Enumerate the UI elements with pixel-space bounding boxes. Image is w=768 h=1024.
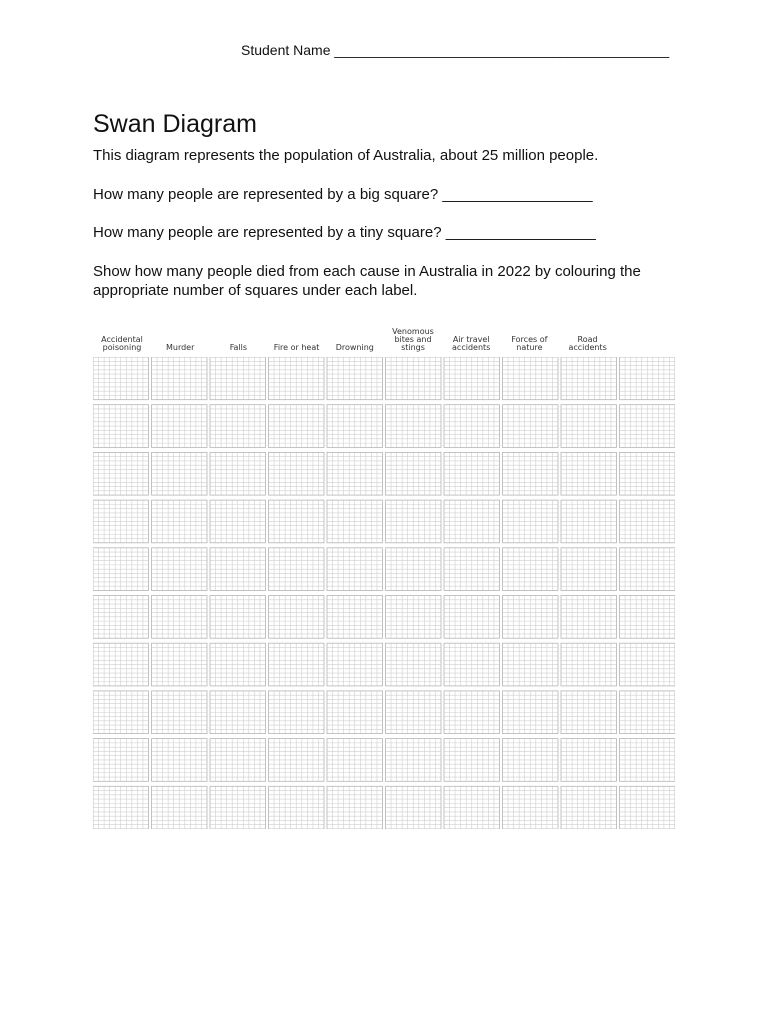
- column-label: Venomous bites and stings: [392, 327, 434, 352]
- tiny-square-lines: [620, 357, 676, 400]
- big-square[interactable]: [327, 548, 383, 591]
- column-label: Drowning: [335, 343, 374, 352]
- tiny-square-lines: [503, 786, 559, 829]
- big-square[interactable]: [503, 500, 559, 543]
- big-square[interactable]: [210, 405, 266, 448]
- big-square[interactable]: [327, 596, 383, 639]
- big-square[interactable]: [386, 405, 442, 448]
- tiny-square-lines: [269, 452, 325, 495]
- tiny-square-lines: [269, 786, 325, 829]
- column-label: Air travel accidents: [452, 335, 491, 352]
- big-square[interactable]: [269, 596, 325, 639]
- big-square[interactable]: [620, 691, 676, 734]
- big-square[interactable]: [93, 691, 149, 734]
- big-square[interactable]: [561, 691, 617, 734]
- big-square[interactable]: [561, 643, 617, 686]
- tiny-square-lines: [444, 739, 500, 782]
- tiny-square-lines: [152, 596, 208, 639]
- page-title: Swan Diagram: [93, 110, 257, 138]
- tiny-square-lines: [93, 643, 149, 686]
- tiny-square-lines: [386, 548, 442, 591]
- big-square[interactable]: [327, 452, 383, 495]
- tiny-square-lines: [561, 357, 617, 400]
- tiny-square-lines: [561, 452, 617, 495]
- tiny-square-lines: [503, 596, 559, 639]
- tiny-square-lines: [620, 643, 676, 686]
- big-square[interactable]: [503, 405, 559, 448]
- tiny-square-lines: [327, 500, 383, 543]
- big-square[interactable]: [620, 452, 676, 495]
- big-square[interactable]: [93, 643, 149, 686]
- big-square[interactable]: [503, 786, 559, 829]
- big-square[interactable]: [444, 500, 500, 543]
- big-square[interactable]: [444, 548, 500, 591]
- tiny-square-lines: [503, 548, 559, 591]
- big-square[interactable]: [269, 357, 325, 400]
- tiny-square-lines: [327, 357, 383, 400]
- tiny-square-lines: [386, 500, 442, 543]
- tiny-square-lines: [152, 500, 208, 543]
- big-square[interactable]: [620, 596, 676, 639]
- big-square[interactable]: [93, 739, 149, 782]
- tiny-square-lines: [386, 596, 442, 639]
- tiny-square-lines: [210, 405, 266, 448]
- tiny-square-lines: [152, 452, 208, 495]
- big-square[interactable]: [327, 739, 383, 782]
- tiny-square-lines: [327, 786, 383, 829]
- big-square[interactable]: [152, 596, 208, 639]
- tiny-square-lines: [561, 596, 617, 639]
- big-square[interactable]: [561, 357, 617, 400]
- tiny-square-lines: [620, 405, 676, 448]
- big-square[interactable]: [327, 691, 383, 734]
- tiny-square-lines: [444, 500, 500, 543]
- big-square[interactable]: [386, 357, 442, 400]
- tiny-square-lines: [269, 500, 325, 543]
- big-square[interactable]: [210, 691, 266, 734]
- big-square[interactable]: [269, 500, 325, 543]
- tiny-square-lines: [210, 739, 266, 782]
- swan-grid[interactable]: [93, 357, 675, 829]
- question-tiny-square[interactable]: How many people are represented by a tiny square? __________________: [93, 224, 596, 241]
- big-square[interactable]: [152, 405, 208, 448]
- big-square[interactable]: [386, 548, 442, 591]
- big-square[interactable]: [444, 691, 500, 734]
- tiny-square-lines: [210, 691, 266, 734]
- big-square[interactable]: [152, 500, 208, 543]
- big-square[interactable]: [269, 691, 325, 734]
- tiny-square-lines: [210, 452, 266, 495]
- big-square[interactable]: [327, 500, 383, 543]
- tiny-square-lines: [561, 691, 617, 734]
- big-square[interactable]: [269, 643, 325, 686]
- big-square[interactable]: [210, 596, 266, 639]
- tiny-square-lines: [152, 786, 208, 829]
- big-square[interactable]: [327, 405, 383, 448]
- tiny-square-lines: [93, 739, 149, 782]
- big-square[interactable]: [93, 596, 149, 639]
- tiny-square-lines: [444, 596, 500, 639]
- tiny-square-lines: [503, 452, 559, 495]
- tiny-square-lines: [444, 405, 500, 448]
- tiny-square-lines: [561, 500, 617, 543]
- tiny-square-lines: [620, 452, 676, 495]
- tiny-square-lines: [327, 596, 383, 639]
- tiny-square-lines: [620, 548, 676, 591]
- big-square[interactable]: [620, 786, 676, 829]
- tiny-square-lines: [620, 786, 676, 829]
- tiny-square-lines: [327, 643, 383, 686]
- column-label: Falls: [229, 343, 248, 352]
- tiny-square-lines: [561, 548, 617, 591]
- big-square[interactable]: [386, 691, 442, 734]
- big-square[interactable]: [503, 643, 559, 686]
- tiny-square-lines: [561, 739, 617, 782]
- column-label: Murder: [165, 343, 195, 352]
- tiny-square-lines: [93, 500, 149, 543]
- big-square[interactable]: [327, 643, 383, 686]
- tiny-square-lines: [210, 357, 266, 400]
- big-square[interactable]: [210, 452, 266, 495]
- big-square[interactable]: [561, 739, 617, 782]
- tiny-square-lines: [503, 643, 559, 686]
- big-square[interactable]: [620, 548, 676, 591]
- big-square[interactable]: [210, 643, 266, 686]
- big-square[interactable]: [620, 643, 676, 686]
- big-square[interactable]: [269, 739, 325, 782]
- big-square[interactable]: [93, 786, 149, 829]
- big-square[interactable]: [386, 643, 442, 686]
- tiny-square-lines: [327, 691, 383, 734]
- tiny-square-lines: [93, 691, 149, 734]
- big-square[interactable]: [444, 405, 500, 448]
- big-square[interactable]: [269, 452, 325, 495]
- big-square[interactable]: [210, 548, 266, 591]
- tiny-square-lines: [152, 405, 208, 448]
- big-square[interactable]: [503, 357, 559, 400]
- tiny-square-lines: [386, 739, 442, 782]
- tiny-square-lines: [620, 596, 676, 639]
- big-square[interactable]: [503, 548, 559, 591]
- tiny-square-lines: [386, 405, 442, 448]
- tiny-square-lines: [503, 691, 559, 734]
- tiny-square-lines: [152, 739, 208, 782]
- column-label: Road accidents: [568, 335, 607, 352]
- big-square[interactable]: [561, 548, 617, 591]
- tiny-square-lines: [152, 643, 208, 686]
- big-square[interactable]: [152, 452, 208, 495]
- tiny-square-lines: [620, 739, 676, 782]
- tiny-square-lines: [444, 786, 500, 829]
- tiny-square-lines: [93, 357, 149, 400]
- big-square[interactable]: [269, 786, 325, 829]
- big-square[interactable]: [561, 786, 617, 829]
- tiny-square-lines: [503, 739, 559, 782]
- tiny-square-lines: [210, 548, 266, 591]
- tiny-square-lines: [152, 691, 208, 734]
- big-square[interactable]: [93, 452, 149, 495]
- big-square[interactable]: [210, 357, 266, 400]
- big-square[interactable]: [620, 500, 676, 543]
- tiny-square-lines: [93, 405, 149, 448]
- big-square[interactable]: [561, 596, 617, 639]
- tiny-square-lines: [327, 452, 383, 495]
- big-square[interactable]: [620, 739, 676, 782]
- tiny-square-lines: [152, 357, 208, 400]
- big-square[interactable]: [93, 548, 149, 591]
- big-square[interactable]: [444, 596, 500, 639]
- big-square[interactable]: [152, 548, 208, 591]
- big-square[interactable]: [503, 691, 559, 734]
- tiny-square-lines: [444, 643, 500, 686]
- tiny-square-lines: [210, 500, 266, 543]
- tiny-square-lines: [210, 786, 266, 829]
- tiny-square-lines: [269, 643, 325, 686]
- tiny-square-lines: [269, 548, 325, 591]
- tiny-square-lines: [561, 786, 617, 829]
- big-square[interactable]: [386, 596, 442, 639]
- tiny-square-lines: [93, 596, 149, 639]
- tiny-square-lines: [444, 452, 500, 495]
- big-square[interactable]: [269, 548, 325, 591]
- big-square[interactable]: [152, 786, 208, 829]
- big-square[interactable]: [152, 357, 208, 400]
- big-square[interactable]: [210, 500, 266, 543]
- tiny-square-lines: [561, 405, 617, 448]
- big-square[interactable]: [561, 405, 617, 448]
- big-square[interactable]: [444, 786, 500, 829]
- instruction-text: Show how many people died from each cause in Australia in 2022 by colouring the appropriate number of squares under each label.: [93, 263, 641, 299]
- tiny-square-lines: [327, 739, 383, 782]
- tiny-square-lines: [269, 739, 325, 782]
- big-square[interactable]: [152, 691, 208, 734]
- big-square[interactable]: [386, 500, 442, 543]
- big-square[interactable]: [210, 786, 266, 829]
- big-square[interactable]: [152, 739, 208, 782]
- tiny-square-lines: [93, 786, 149, 829]
- tiny-square-lines: [386, 452, 442, 495]
- big-square[interactable]: [93, 405, 149, 448]
- column-label: Accidental poisoning: [101, 335, 143, 352]
- tiny-square-lines: [620, 691, 676, 734]
- big-square[interactable]: [386, 786, 442, 829]
- big-square[interactable]: [210, 739, 266, 782]
- question-big-square[interactable]: How many people are represented by a big square? __________________: [93, 186, 593, 203]
- big-square[interactable]: [444, 357, 500, 400]
- tiny-square-lines: [620, 500, 676, 543]
- tiny-square-lines: [503, 500, 559, 543]
- big-square[interactable]: [386, 739, 442, 782]
- column-label: Forces of nature: [511, 335, 548, 352]
- tiny-square-lines: [210, 596, 266, 639]
- big-square[interactable]: [620, 357, 676, 400]
- column-labels: [93, 322, 675, 352]
- student-name-field[interactable]: Student Name ___________________________________________: [241, 42, 670, 58]
- big-square[interactable]: [503, 596, 559, 639]
- big-square[interactable]: [620, 405, 676, 448]
- tiny-square-lines: [386, 643, 442, 686]
- tiny-square-lines: [210, 643, 266, 686]
- tiny-square-lines: [269, 357, 325, 400]
- tiny-square-lines: [444, 548, 500, 591]
- big-square[interactable]: [561, 500, 617, 543]
- tiny-square-lines: [269, 596, 325, 639]
- tiny-square-lines: [93, 452, 149, 495]
- tiny-square-lines: [327, 548, 383, 591]
- big-square[interactable]: [327, 357, 383, 400]
- big-square[interactable]: [269, 405, 325, 448]
- column-label: Fire or heat: [273, 343, 320, 352]
- big-square[interactable]: [386, 452, 442, 495]
- tiny-square-lines: [93, 548, 149, 591]
- tiny-square-lines: [561, 643, 617, 686]
- tiny-square-lines: [444, 691, 500, 734]
- tiny-square-lines: [444, 357, 500, 400]
- big-square[interactable]: [93, 357, 149, 400]
- big-square[interactable]: [327, 786, 383, 829]
- big-square[interactable]: [561, 452, 617, 495]
- big-square[interactable]: [93, 500, 149, 543]
- tiny-square-lines: [386, 691, 442, 734]
- tiny-square-lines: [503, 357, 559, 400]
- tiny-square-lines: [327, 405, 383, 448]
- big-square[interactable]: [444, 452, 500, 495]
- intro-text: This diagram represents the population of Australia, about 25 million people.: [93, 147, 599, 164]
- tiny-square-lines: [503, 405, 559, 448]
- tiny-square-lines: [386, 786, 442, 829]
- tiny-square-lines: [269, 405, 325, 448]
- tiny-square-lines: [269, 691, 325, 734]
- big-square[interactable]: [444, 739, 500, 782]
- tiny-square-lines: [152, 548, 208, 591]
- big-square[interactable]: [503, 452, 559, 495]
- tiny-square-lines: [386, 357, 442, 400]
- big-square[interactable]: [152, 643, 208, 686]
- big-square[interactable]: [444, 643, 500, 686]
- big-square[interactable]: [503, 739, 559, 782]
